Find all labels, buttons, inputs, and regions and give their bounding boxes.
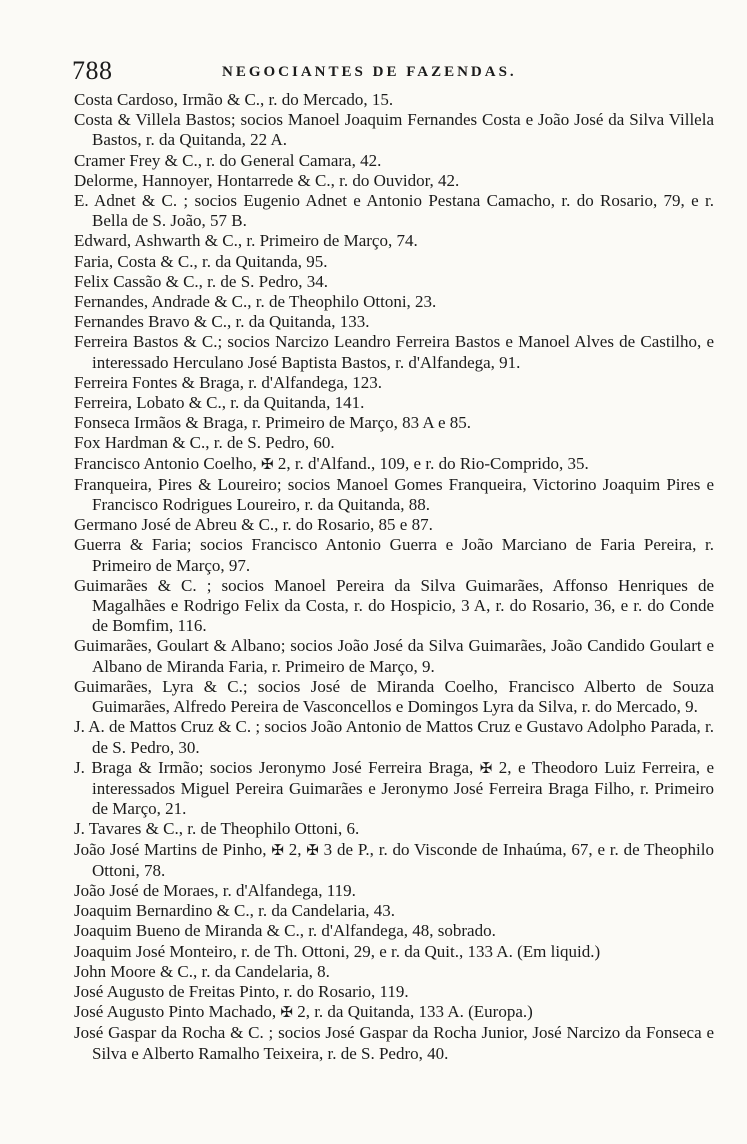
list-item: Ferreira, Lobato & C., r. da Quitanda, 141. xyxy=(74,393,365,413)
list-item: José Augusto de Freitas Pinto, r. do Rosario, 119. xyxy=(74,981,409,1001)
list-item: Guerra & Faria; socios Francisco Antonio Guerra e João Marciano de Faria Pereira, r. Primeiro de Março, 97. xyxy=(74,535,714,575)
list-item: João José de Moraes, r. d'Alfandega, 119. xyxy=(74,880,356,900)
list-item: J. Tavares & C., r. de Theophilo Ottoni, 6. xyxy=(74,819,360,839)
list-item: Joaquim José Monteiro, r. de Th. Ottoni, 29, e r. da Quit., 133 A. (Em liquid.) xyxy=(74,941,601,961)
list-item: Germano José de Abreu & C., r. do Rosario, 85 e 87. xyxy=(74,515,433,535)
page-header xyxy=(72,56,712,90)
list-item: Fernandes Bravo & C., r. da Quitanda, 133. xyxy=(74,312,370,332)
list-item: Ferreira Fontes & Braga, r. d'Alfandega, 123. xyxy=(74,372,383,392)
list-item: Costa Cardoso, Irmão & C., r. do Mercado, 15. xyxy=(74,90,394,109)
list-item: John Moore & C., r. da Candelaria, 8. xyxy=(74,961,330,981)
list-item: Cramer Frey & C., r. do General Camara, 42. xyxy=(74,150,382,170)
page-number: 788 xyxy=(72,56,113,85)
list-item: Fernandes, Andrade & C., r. de Theophilo Ottoni, 23. xyxy=(74,292,437,312)
merchant-list xyxy=(74,90,714,1064)
order-cross-icon: ✠ xyxy=(479,760,493,777)
list-item: Fonseca Irmãos & Braga, r. Primeiro de Março, 83 A e 85. xyxy=(74,413,472,433)
list-item: Delorme, Hannoyer, Hontarrede & C., r. do Ouvidor, 42. xyxy=(74,170,460,190)
list-item: E. Adnet & C. ; socios Eugenio Adnet e Antonio Pestana Camacho, r. do Rosario, 79, e r. Bella de S. João, 57 B. xyxy=(74,191,714,231)
list-item: Fox Hardman & C., r. de S. Pedro, 60. xyxy=(74,433,335,453)
list-item: Joaquim Bernardino & C., r. da Candelaria, 43. xyxy=(74,901,396,921)
list-item: José Augusto Pinto Machado, ✠ 2, r. da Quitanda, 133 A. (Europa.) xyxy=(74,1002,533,1022)
list-item: J. Braga & Irmão; socios Jeronymo José Ferreira Braga, ✠ 2, e Theodoro Luiz Ferreira, e interessados Miguel Pereira Guimarães e Jeronymo José Ferreira Braga Filho, r. Primeiro de Março, 21. xyxy=(74,757,714,819)
list-item: João José Martins de Pinho, ✠ 2, ✠ 3 de P., r. do Visconde de Inhaúma, 67, e r. de Theophilo Ottoni, 78. xyxy=(74,839,715,880)
list-item: Joaquim Bueno de Miranda & C., r. d'Alfandega, 48, sobrado. xyxy=(74,921,496,941)
list-item: J. A. de Mattos Cruz & C. ; socios João Antonio de Mattos Cruz e Gustavo Adolpho Parada, r. de S. Pedro, 30. xyxy=(74,717,714,757)
list-item: Guimarães, Goulart & Albano; socios João José da Silva Guimarães, João Candido Goulart e Albano de Miranda Faria, r. Primeiro de Março, 9. xyxy=(74,636,714,676)
list-item: José Gaspar da Rocha & C. ; socios José Gaspar da Rocha Junior, José Narcizo da Fonseca e Silva e Alberto Ramalho Teixeira, r. de S. Pedro, 40. xyxy=(74,1023,714,1063)
list-item: Guimarães, Lyra & C.; socios José de Miranda Coelho, Francisco Alberto de Souza Guimarães, Alfredo Pereira de Vasconcellos e Domingos Lyra da Silva, r. do Mercado, 9. xyxy=(74,676,714,717)
list-item: Faria, Costa & C., r. da Quitanda, 95. xyxy=(74,251,328,271)
list-item: Felix Cassão & C., r. de S. Pedro, 34. xyxy=(74,271,329,291)
order-cross-icon: ✠ xyxy=(306,842,319,859)
running-title: NEGOCIANTES DE FAZENDAS. xyxy=(222,64,517,80)
list-item: Guimarães & C. ; socios Manoel Pereira da Silva Guimarães, Affonso Henriques de Magalhães e Rodrigo Felix da Costa, r. do Hospicio, 3 A, r. do Rosario, 36, e r. do Conde de Bomfim, 116. xyxy=(74,575,714,636)
list-item: Costa & Villela Bastos; socios Manoel Joaquim Fernandes Costa e João José da Silva Villela Bastos, r. da Quitanda, 22 A. xyxy=(74,110,714,150)
order-cross-icon: ✠ xyxy=(260,456,274,473)
list-item: Francisco Antonio Coelho, ✠ 2, r. d'Alfand., 109, e r. do Rio-Comprido, 35. xyxy=(74,453,589,473)
order-cross-icon: ✠ xyxy=(280,1005,293,1022)
list-item: Franqueira, Pires & Loureiro; socios Manoel Gomes Franqueira, Victorino Joaquim Pires e Francisco Rodrigues Loureiro, r. da Quitanda, 88. xyxy=(74,474,714,515)
order-cross-icon: ✠ xyxy=(271,842,284,859)
list-item: Ferreira Bastos & C.; socios Narcizo Leandro Ferreira Bastos e Manoel Alves de Castilho, e interessado Herculano José Baptista Bastos, r. d'Alfandega, 91. xyxy=(74,332,714,372)
list-item: Edward, Ashwarth & C., r. Primeiro de Março, 74. xyxy=(74,231,418,251)
